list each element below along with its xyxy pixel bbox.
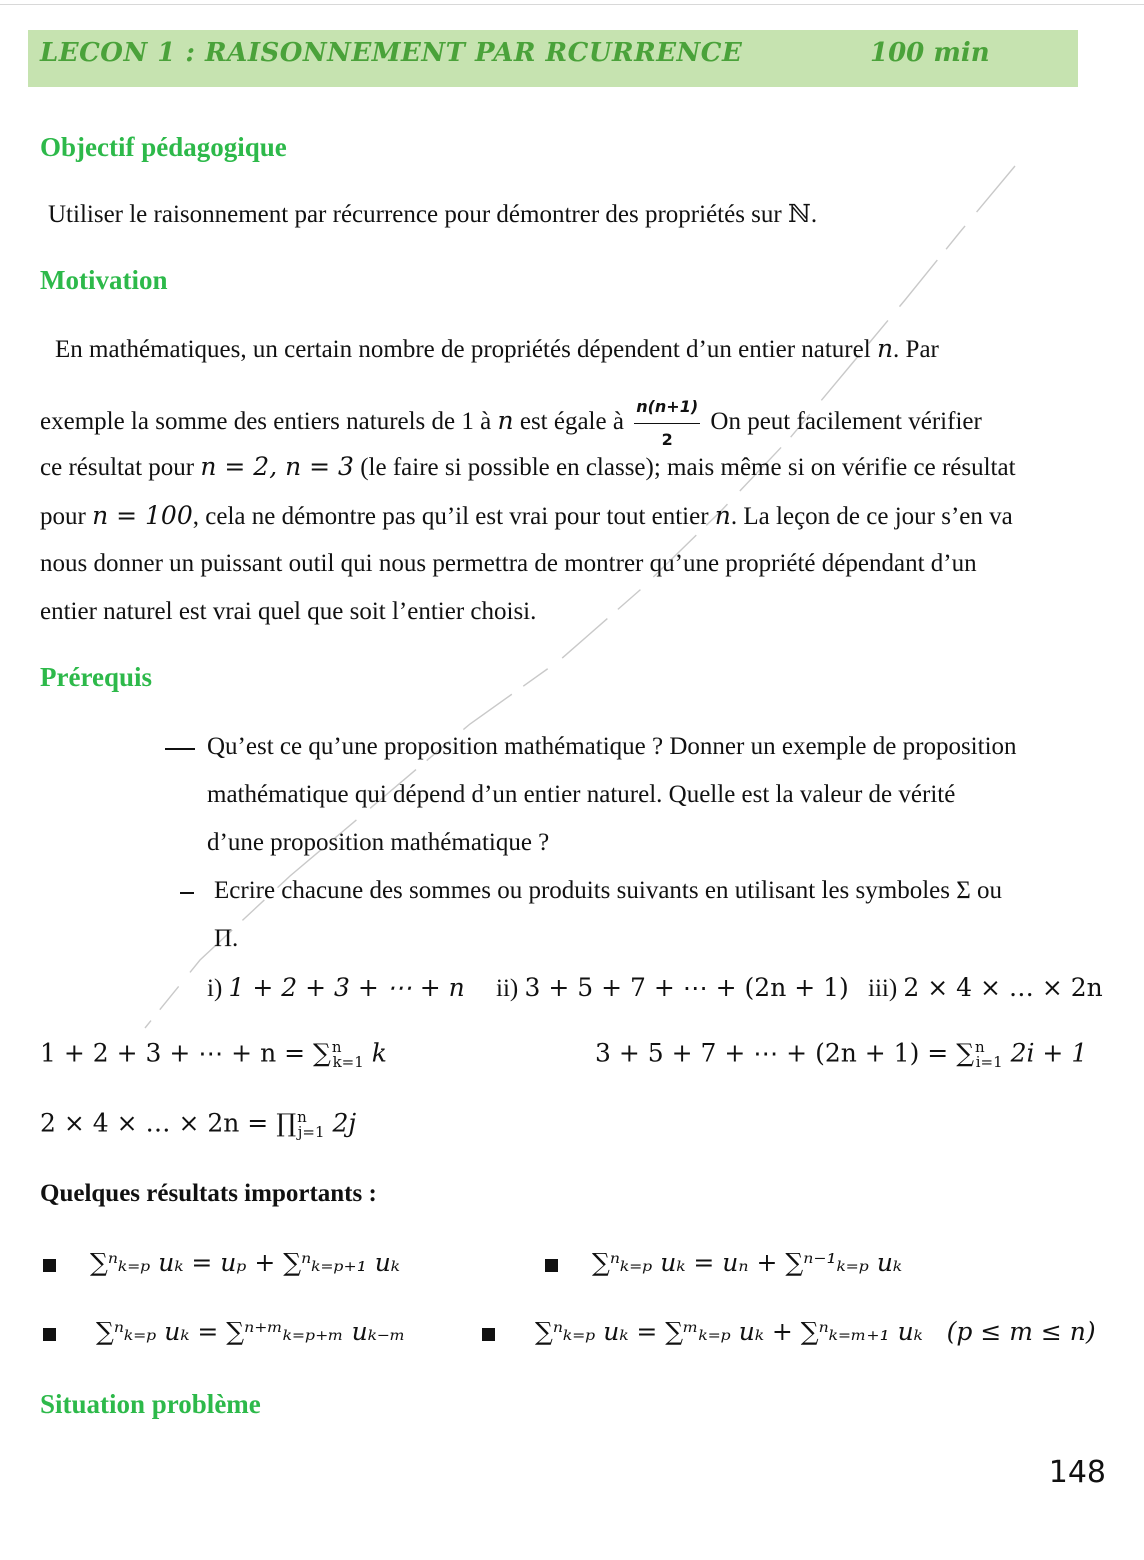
list-dash xyxy=(165,748,195,750)
var-n: n xyxy=(497,406,514,436)
fraction-numerator: n(n+1) xyxy=(634,392,700,424)
lesson-title-banner xyxy=(28,30,1078,87)
fraction-denominator: 2 xyxy=(661,430,673,449)
objectif-text xyxy=(48,199,817,230)
objectif-text-end: . xyxy=(810,201,818,228)
prerequis-item1-line2: mathématique qui dépend d’un entier naturel. Quelle est la valeur de vérité xyxy=(207,781,956,808)
motivation-l3a: ce résultat pour xyxy=(40,454,201,481)
var-n: n xyxy=(876,334,894,363)
sigma-symbol: ∑ xyxy=(956,1038,975,1068)
motivation-l4b: , cela ne démontre pas qu’il est vrai pour tout entier xyxy=(192,503,715,530)
prerequis-item1-line3: d’une proposition mathématique ? xyxy=(207,829,550,856)
var-n: n xyxy=(714,501,731,530)
math-n-100: n = 100 xyxy=(92,501,193,530)
exercise-iii xyxy=(868,973,1103,1004)
motivation-line-2 xyxy=(40,392,982,455)
resultats-heading: Quelques résultats importants : xyxy=(40,1180,377,1207)
sum-lower-limit: k=1 xyxy=(332,1053,364,1072)
objectif-heading: Objectif pédagogique xyxy=(40,132,287,162)
exercise-iii-label: iii) xyxy=(868,975,898,1002)
prerequis-item2-line1: Ecrire chacune des sommes ou produits suivants en utilisant les symboles Σ ou xyxy=(214,877,1003,904)
motivation-line-5: nous donner un puissant outil qui nous permettra de montrer qu’une propriété dépendant d’un xyxy=(40,550,977,577)
sum-upper-limit: n xyxy=(331,1038,342,1056)
exercise-ii-label: ii) xyxy=(496,975,519,1002)
result-4 xyxy=(535,1317,1096,1346)
lesson-title: LECON 1 : RAISONNEMENT PAR RCURRENCE xyxy=(40,38,743,68)
bullet-square xyxy=(43,1328,56,1341)
result-4-condition: (p ≤ m ≤ n) xyxy=(946,1317,1096,1346)
motivation-l2c: On peut facilement vérifier xyxy=(704,408,982,436)
answer-3-lhs: 2 × 4 × … × 2n = xyxy=(40,1108,277,1138)
answer-sum-2 xyxy=(595,1038,1087,1071)
sum-upper-limit: n xyxy=(975,1038,985,1056)
prerequis-item1-line1: Qu’est ce qu’une proposition mathématique ? Donner un exemple de proposition xyxy=(207,733,1017,760)
fraction-n-n-plus-1-over-2 xyxy=(634,392,700,455)
objectif-text-main: Utiliser le raisonnement par récurrence pour démontrer des propriétés sur xyxy=(48,201,788,228)
exercise-i-label: i) xyxy=(207,975,223,1002)
exercise-ii xyxy=(496,973,849,1004)
motivation-line-4 xyxy=(40,501,1013,532)
motivation-heading: Motivation xyxy=(40,265,168,295)
product-lower-limit: j=1 xyxy=(297,1123,325,1142)
motivation-l1a: En mathématiques, un certain nombre de propriétés dépendent d’un entier naturel xyxy=(55,336,877,363)
situation-heading: Situation problème xyxy=(40,1389,261,1419)
motivation-l4c: . La leçon de ce jour s’en va xyxy=(730,503,1013,530)
lesson-duration: 100 min xyxy=(870,38,990,68)
motivation-l4a: pour xyxy=(40,503,93,530)
exercise-i xyxy=(207,973,465,1004)
bullet-square xyxy=(482,1328,495,1341)
motivation-line-6: entier naturel est vrai quel que soit l’entier choisi. xyxy=(40,598,537,625)
result-2: ∑ⁿₖ₌ₚ uₖ = uₙ + ∑ⁿ⁻¹ₖ₌ₚ uₖ xyxy=(592,1248,903,1277)
bullet-square xyxy=(545,1259,558,1272)
sum-lower-limit: i=1 xyxy=(975,1053,1003,1072)
motivation-l2b: est égale à xyxy=(513,408,631,436)
prerequis-item2-line2: Π. xyxy=(214,925,239,952)
answer-2-lhs: 3 + 5 + 7 + ⋯ + (2n + 1) = xyxy=(595,1038,957,1068)
result-4-expression: ∑ⁿₖ₌ₚ uₖ = ∑ᵐₖ₌ₚ uₖ + ∑ⁿₖ₌ₘ₊₁ uₖ xyxy=(535,1317,923,1346)
answer-product-3 xyxy=(40,1108,356,1141)
pi-product-symbol: ∏ xyxy=(276,1108,297,1138)
motivation-line-3 xyxy=(40,452,1016,483)
motivation-line-1 xyxy=(55,334,939,365)
sigma-symbol: ∑ xyxy=(313,1038,331,1068)
answer-1-lhs: 1 + 2 + 3 + ⋯ + n = xyxy=(40,1038,314,1068)
result-3: ∑ⁿₖ₌ₚ uₖ = ∑ⁿ⁺ᵐₖ₌ₚ₊ₘ uₖ₋ₘ xyxy=(96,1317,406,1346)
motivation-l1b: . Par xyxy=(893,336,939,363)
motivation-l3b: (le faire si possible en classe); mais même si on vérifie ce résultat xyxy=(353,454,1016,481)
exercise-iii-expression: 2 × 4 × … × 2n xyxy=(903,973,1103,1002)
naturals-symbol: ℕ xyxy=(788,199,811,228)
answer-2-term: 2i + 1 xyxy=(1002,1038,1088,1068)
top-border xyxy=(0,4,1144,5)
answer-1-term: k xyxy=(363,1038,387,1068)
math-n-values: n = 2, n = 3 xyxy=(200,452,354,481)
list-dash xyxy=(180,892,194,894)
exercise-i-expression: 1 + 2 + 3 + ⋯ + n xyxy=(228,973,465,1002)
motivation-l2a: exemple la somme des entiers naturels de 1 à xyxy=(40,408,498,436)
prerequis-heading: Prérequis xyxy=(40,662,152,692)
bullet-square xyxy=(43,1259,56,1272)
exercise-ii-expression: 3 + 5 + 7 + ⋯ + (2n + 1) xyxy=(524,973,849,1002)
page-number: 148 xyxy=(1048,1455,1106,1490)
result-1: ∑ⁿₖ₌ₚ uₖ = uₚ + ∑ⁿₖ₌ₚ₊₁ uₖ xyxy=(90,1248,400,1277)
answer-sum-1 xyxy=(40,1038,387,1071)
product-upper-limit: n xyxy=(297,1108,307,1126)
answer-3-term: 2j xyxy=(324,1108,357,1138)
